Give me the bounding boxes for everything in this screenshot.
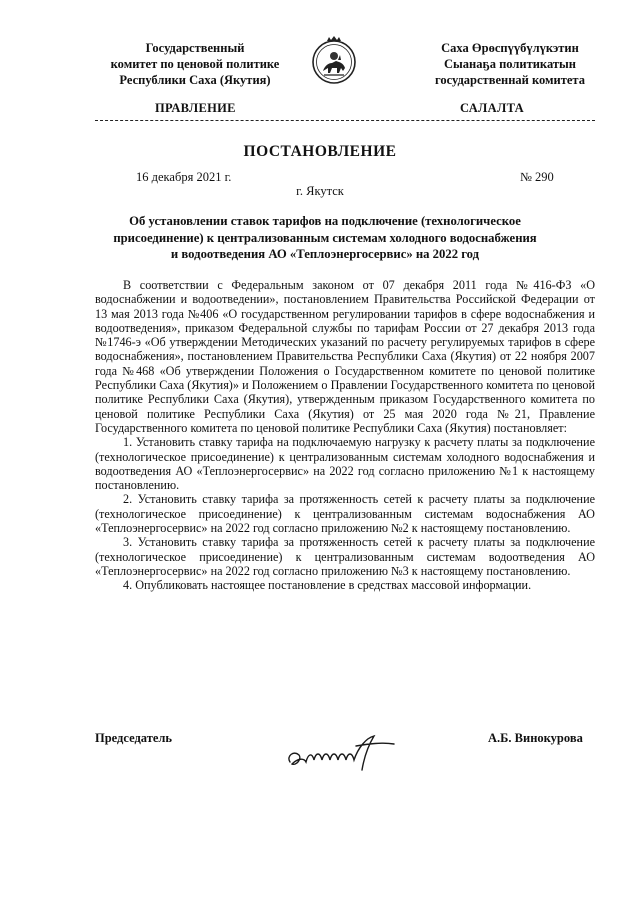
document-number: № 290 — [520, 170, 554, 184]
issuer-name-russian — [95, 40, 295, 88]
issuer-line: комитет по ценовой политике — [110, 57, 280, 71]
republic-emblem-icon — [311, 35, 357, 87]
issuer-line: Сыанаҕа политикатын — [444, 57, 576, 71]
issuer-line: государственнай комитета — [435, 73, 585, 87]
department-label-yakut: САЛАЛТА — [460, 101, 524, 115]
signer-name: А.Б. Винокурова — [488, 731, 583, 745]
signer-title: Председатель — [95, 731, 173, 745]
issuer-name-yakut — [405, 40, 615, 88]
issuer-line: Саха Өрөспүүбүлүкэтин — [441, 41, 579, 55]
body-paragraph-item-3: 3. Установить ставку тарифа за протяженность сетей к расчету платы за подключение (технологическое присоединение) к централизованным системам водоотведения АО «Теплоэнергосервис» на 2022 год согласно приложению №3 к настоящему постановлению. — [95, 535, 595, 578]
document-subject: Об установлении ставок тарифов на подключение (технологическое присоединение) к централизованным системам холодного водоснабжения и водоотведения АО «Теплоэнергосервис» на 2022 год — [113, 214, 537, 261]
issuer-line: Государственный — [145, 41, 245, 55]
body-paragraph-item-2: 2. Установить ставку тарифа за протяженность сетей к расчету платы за подключение (технологическое присоединение) к централизованным системам водоснабжения АО «Теплоэнергосервис» на 2022 год согласно приложению №2 к настоящему постановлению. — [95, 492, 595, 536]
document-body — [95, 278, 595, 593]
body-paragraph-item-4: 4. Опубликовать настоящее постановление в средствах массовой информации. — [123, 578, 532, 593]
department-label-russian: ПРАВЛЕНИЕ — [155, 101, 236, 115]
document-date: 16 декабря 2021 г. — [136, 170, 232, 184]
body-paragraph-item-1: 1. Установить ставку тарифа на подключаемую нагрузку к расчету платы за подключение (технологическое присоединение) к централизованным системам холодного водоснабжения и водоотведения АО «Теплоэнергосервис» на 2022 год согласно приложению №1 к настоящему постановлению. — [95, 435, 595, 493]
body-paragraph-preamble: В соответствии с Федеральным законом от 07 декабря 2011 года №416-ФЗ «О водоснабжении и водоотведении», постановлением Правительства Российской Федерации от 13 мая 2013 года №406 «О государственном регулировании тарифов в сфере водоснабжения и водоотведения», приказом Федеральной службы по тарифам России от 27 декабря 2013 года №1746-э «Об утверждении Методических указаний по расчету регулируемых тарифов в сфере водоснабжения», постановлением Правительства Республики Саха (Якутия) от 22 ноября 2007 года №468 «Об утверждении Положения о Государственном комитете по ценовой политике Республики Саха (Якутия)» и Положением о Правлении Государственного комитета по ценовой политике Республики Саха (Якутия), утвержденным приказом Государственного комитета по ценовой политике Республики Саха (Якутия) от 25 мая 2020 года №21, Правление Государственного комитета по ценовой политике Республики Саха (Якутия) постановляет: — [95, 278, 595, 435]
document-city: г. Якутск — [296, 184, 344, 198]
issuer-line: Республики Саха (Якутия) — [119, 73, 271, 87]
document-type-title: ПОСТАНОВЛЕНИЕ — [243, 143, 397, 160]
handwritten-signature-icon — [282, 728, 402, 778]
header-divider — [95, 120, 595, 121]
